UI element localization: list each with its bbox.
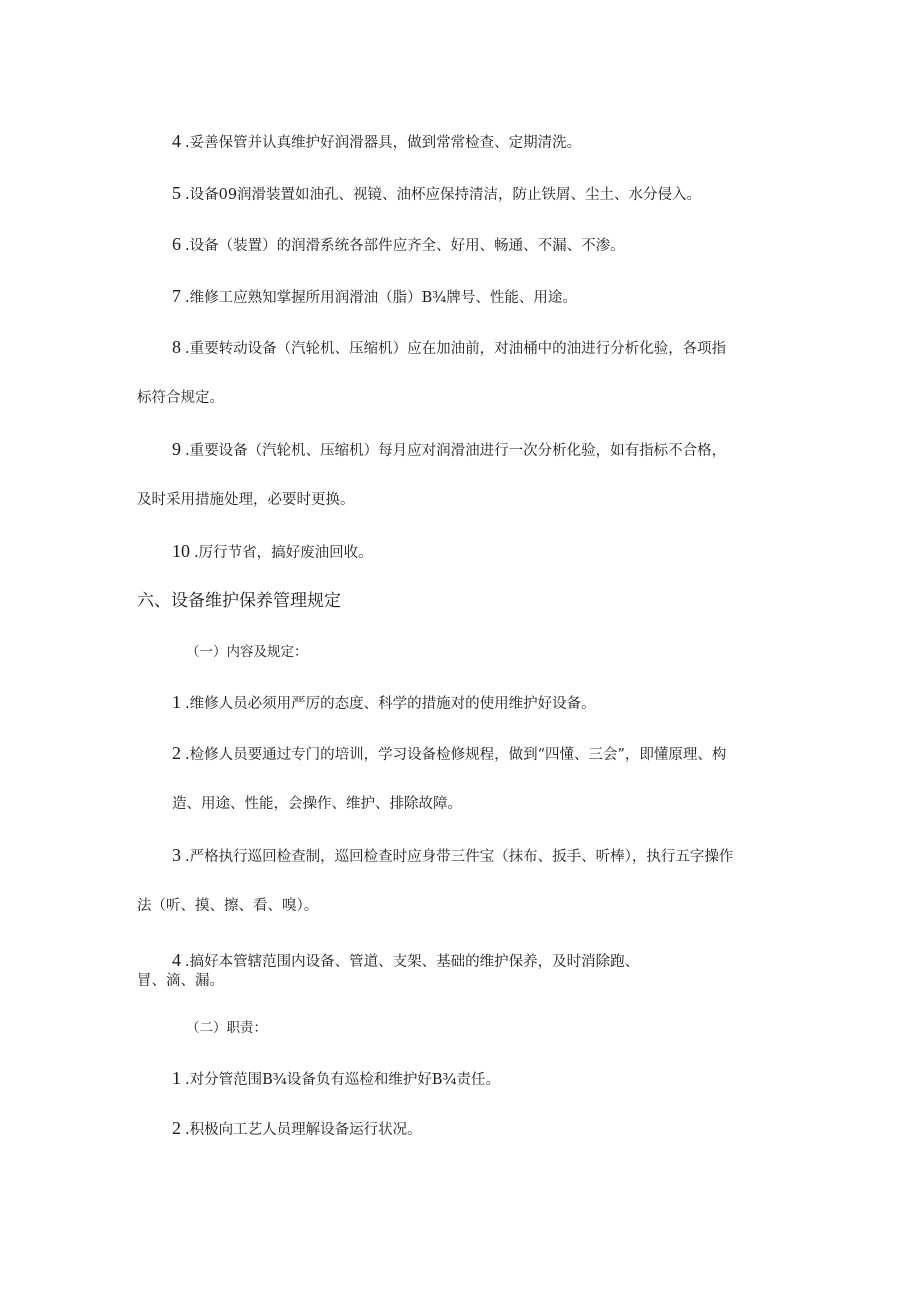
paragraph-line: 9 .重要设备（汽轮机、压缩机）每月应对润滑油进行一次分析化验，如有指标不合格， [172, 439, 727, 459]
section-heading: 六、设备维护保养管理规定 [137, 591, 341, 611]
paragraph-line: 8 .重要转动设备（汽轮机、压缩机）应在加油前，对油桶中的油进行分析化验，各项指 [172, 337, 727, 357]
paragraph-line: 5 .设备09润滑装置如油孔、视镜、油杯应保持清洁，防止铁屑、尘土、水分侵入。 [172, 183, 702, 203]
subsection-heading: （一）内容及规定： [186, 644, 308, 660]
paragraph-line: 7 .维修工应熟知掌握所用润滑油（脂）B¾牌号、性能、用途。 [172, 286, 577, 306]
paragraph-line: 1 .对分管范围B¾设备负有巡检和维护好B¾责任。 [172, 1068, 501, 1088]
paragraph-line: 2 .积极向工艺人员理解设备运行状况。 [172, 1118, 422, 1138]
paragraph-line-continued: 冒、滴、漏。 [137, 973, 224, 989]
paragraph-line: 4 .妥善保管并认真维护好润滑器具，做到常常检查、定期清洗。 [172, 131, 582, 151]
paragraph-line-continued: 法（听、摸、擦、看、嗅）。 [137, 898, 319, 914]
paragraph-line-continued: 及时采用措施处理，必要时更换。 [137, 492, 355, 508]
paragraph-line: 10 .厉行节省，搞好废油回收。 [172, 541, 373, 561]
paragraph-line: 2 .检修人员要通过专门的培训，学习设备检修规程，做到“四懂、三会”，即懂原理、构 [172, 743, 727, 763]
paragraph-line: 6 .设备（装置）的润滑系统各部件应齐全、好用、畅通、不漏、不渗。 [172, 234, 625, 254]
subsection-heading: （二）职责： [186, 1020, 267, 1036]
paragraph-line-continued: 标符合规定。 [137, 390, 224, 406]
paragraph-line: 4 .搞好本管辖范围内设备、管道、支架、基础的维护保养，及时消除跑、 [172, 950, 640, 970]
paragraph-line: 1 .维修人员必须用严厉的态度、科学的措施对的使用维护好设备。 [172, 692, 596, 712]
paragraph-line-continued: 造、用途、性能，会操作、维护、排除故障。 [172, 796, 462, 812]
paragraph-line: 3 .严格执行巡回检查制，巡回检查时应身带三件宝（抹布、扳手、听棒），执行五字操作 [172, 845, 734, 865]
